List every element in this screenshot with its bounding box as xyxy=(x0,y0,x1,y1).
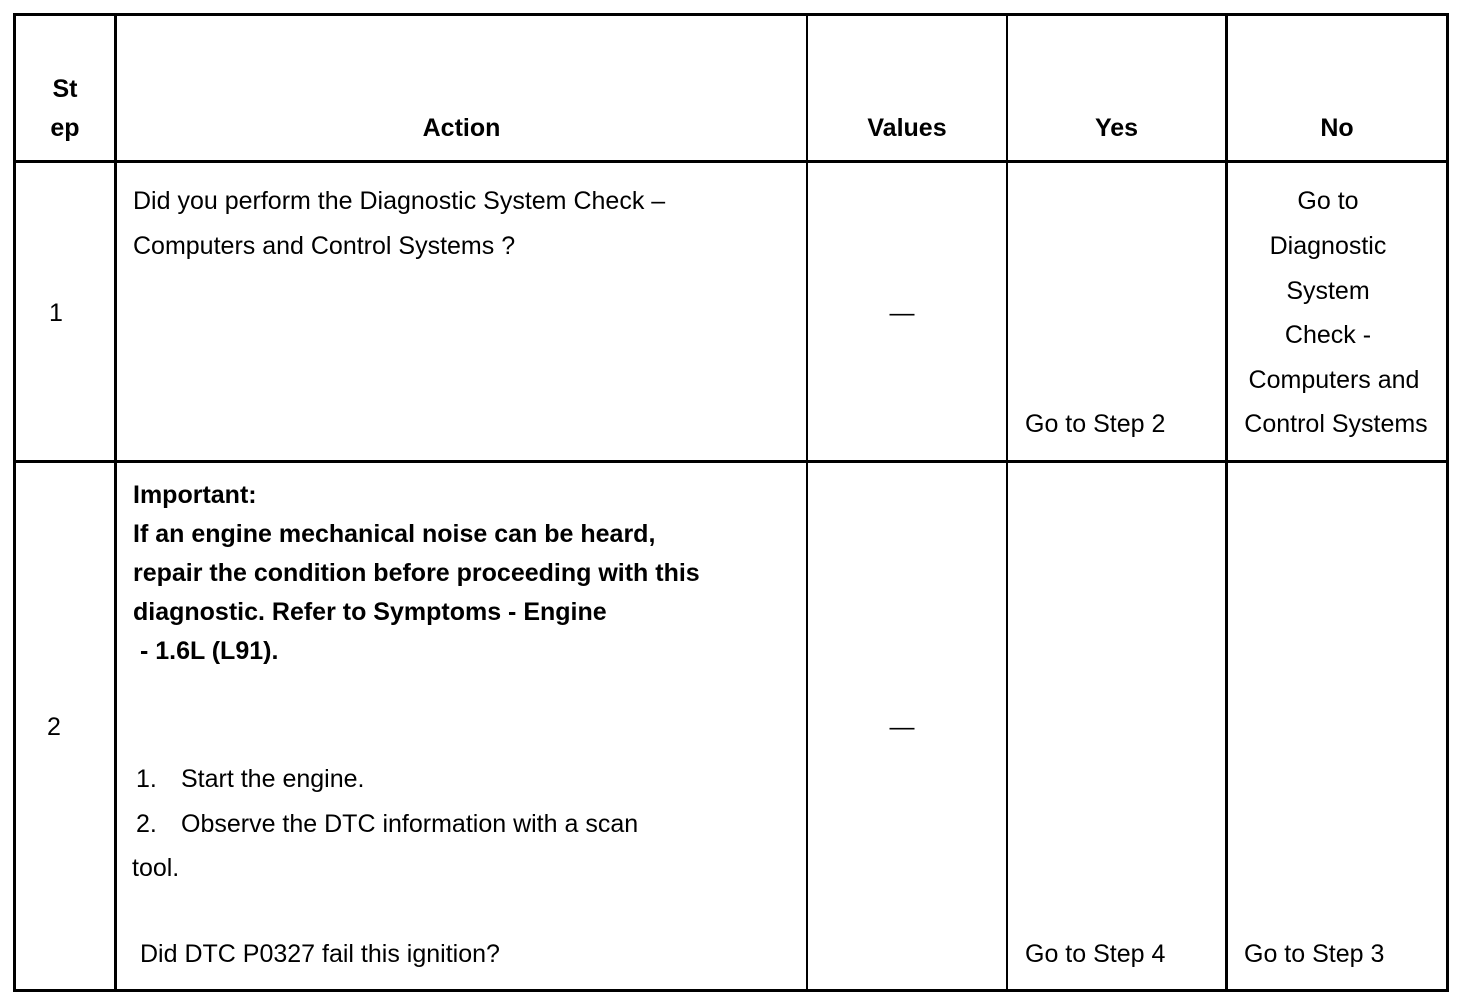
row2-step1-text: Start the engine. xyxy=(181,765,365,793)
row2-value: — xyxy=(889,713,915,741)
row1-step: 1 xyxy=(49,299,63,327)
header-yes: Yes xyxy=(1094,114,1139,142)
row1-no-line2: Diagnostic xyxy=(1269,232,1387,260)
column-divider-step xyxy=(114,13,117,992)
column-divider-yes xyxy=(1225,13,1228,992)
header-action: Action xyxy=(422,114,501,142)
row1-no-line6: Control Systems xyxy=(1244,410,1428,438)
column-divider-action xyxy=(806,13,808,992)
header-divider xyxy=(13,160,1449,163)
header-values: Values xyxy=(867,114,947,142)
table-border-right xyxy=(1446,13,1449,992)
row2-important-line2: repair the condition before proceeding with this xyxy=(133,559,700,587)
row1-value: — xyxy=(889,299,915,327)
row2-important-label: Important: xyxy=(133,481,257,509)
row2-important-line4: - 1.6L (L91). xyxy=(133,637,279,665)
row2-important-line1: If an engine mechanical noise can be heard, xyxy=(133,520,656,548)
row1-no-line4: Check - xyxy=(1284,321,1372,349)
row-divider xyxy=(13,460,1449,463)
header-step-line1: St xyxy=(52,75,78,103)
row2-step1-number: 1. xyxy=(136,765,157,793)
table-border-top xyxy=(13,13,1449,16)
row1-no-line3: System xyxy=(1286,277,1370,305)
column-divider-values xyxy=(1006,13,1008,992)
row2-question: Did DTC P0327 fail this ignition? xyxy=(140,940,500,968)
header-no: No xyxy=(1320,114,1354,142)
row1-action-line2: Computers and Control Systems ? xyxy=(133,232,516,260)
row2-step2-text: Observe the DTC information with a scan xyxy=(181,810,639,838)
table-border-bottom xyxy=(13,989,1449,992)
row1-no-line5: Computers and xyxy=(1248,366,1420,394)
row2-important-line3: diagnostic. Refer to Symptoms - Engine xyxy=(133,598,607,626)
row2-no: Go to Step 3 xyxy=(1244,940,1385,968)
row1-no-line1: Go to xyxy=(1297,187,1359,215)
row2-step2-number: 2. xyxy=(136,810,157,838)
row2-step2-continuation: tool. xyxy=(132,854,180,882)
row2-yes: Go to Step 4 xyxy=(1025,940,1166,968)
row1-yes: Go to Step 2 xyxy=(1025,410,1166,438)
row1-action-line1: Did you perform the Diagnostic System Check – xyxy=(133,187,666,215)
row2-step: 2 xyxy=(47,713,61,741)
header-step-line2: ep xyxy=(50,114,80,142)
table-border-left xyxy=(13,13,16,992)
